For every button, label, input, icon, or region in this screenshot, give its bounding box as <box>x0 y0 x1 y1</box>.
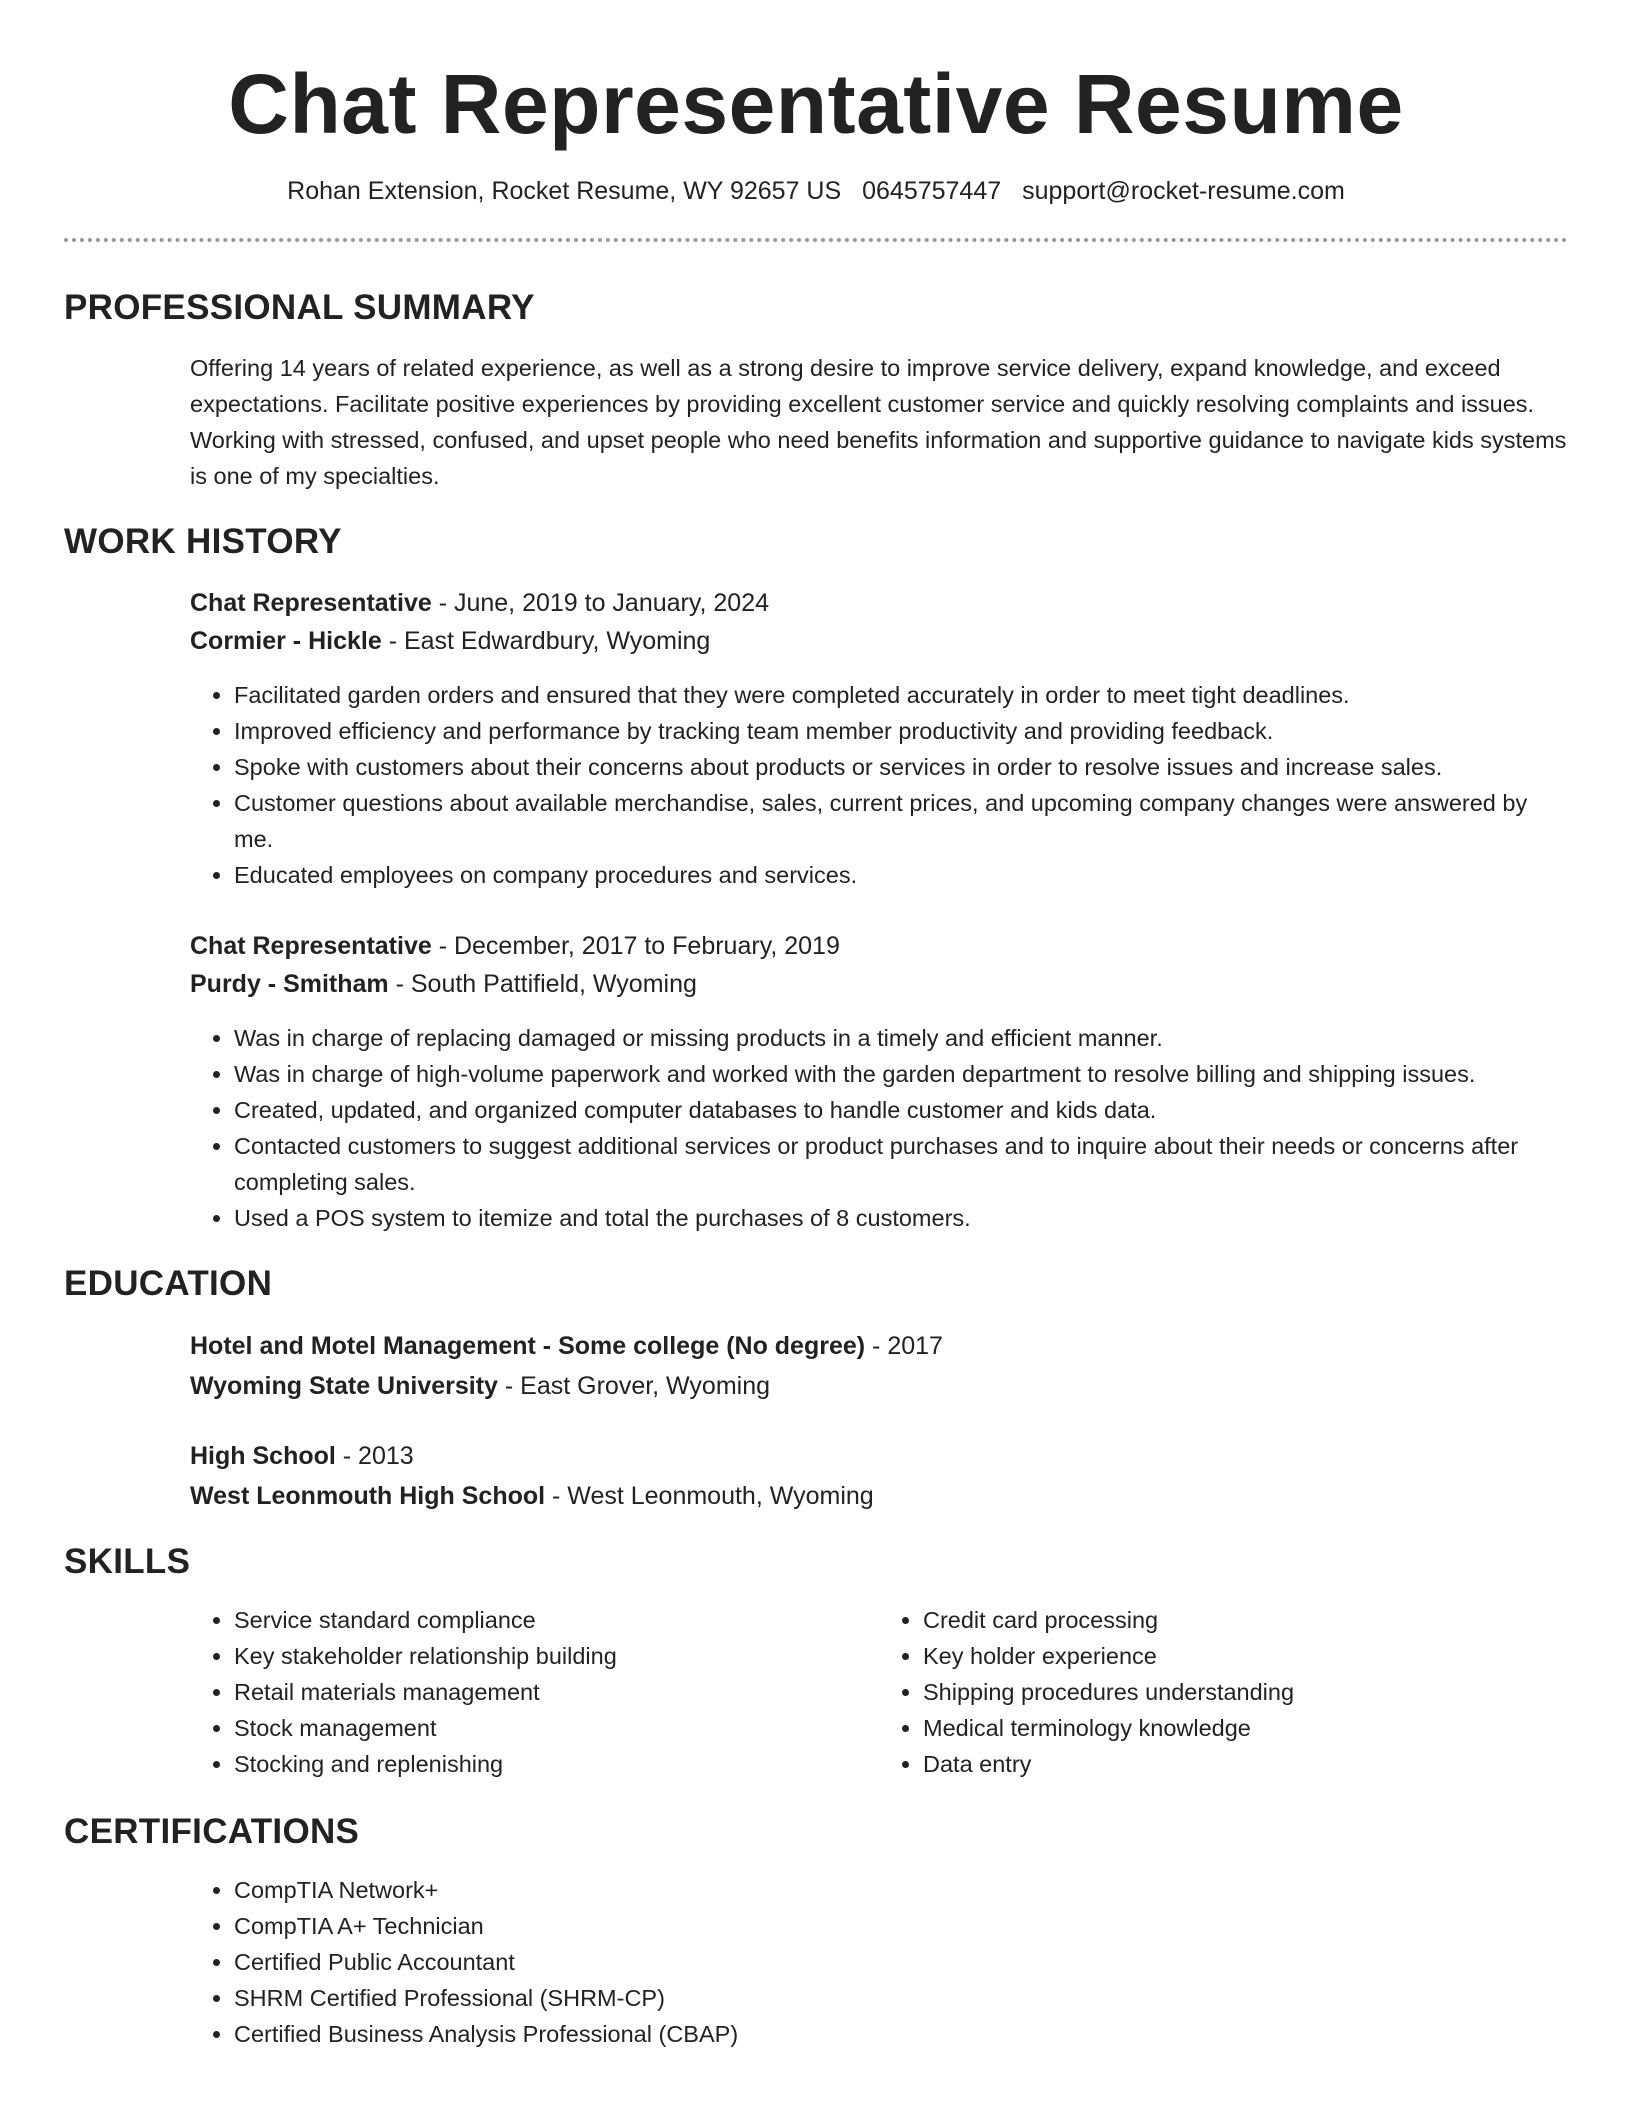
contact-address: Rohan Extension, Rocket Resume, WY 92657 US <box>287 177 842 205</box>
education-degree: High School <box>190 1442 336 1470</box>
summary-text: Offering 14 years of related experience, as well as a strong desire to improve service delivery, expand knowledge, and exceed expectations. Facilitate positive experiences by providing excellent customer service and quickly resolving complaints and issues. Working with stressed, confused, and upset people who need benefits information and supportive guidance to navigate kids systems is one of my specialties. <box>190 355 1567 489</box>
job-dates: - December, 2017 to February, 2019 <box>431 932 840 960</box>
list-item: • Used a POS system to itemize and total the purchases of 8 customers. <box>234 1200 1568 1236</box>
education-school: West Leonmouth High School <box>190 1482 546 1510</box>
list-item: • Was in charge of replacing damaged or missing products in a timely and efficient manner. <box>234 1020 1568 1056</box>
job-company: Cormier - Hickle <box>190 627 382 655</box>
education-school-line <box>190 1366 1568 1406</box>
contact-phone: 0645757447 <box>862 177 1002 205</box>
education-heading: EDUCATION <box>64 1264 273 1303</box>
list-item: • Facilitated garden orders and ensured that they were completed accurately in order to meet tight deadlines. <box>234 677 1568 713</box>
job-dates: - June, 2019 to January, 2024 <box>431 589 770 617</box>
list-item: • Key stakeholder relationship building <box>234 1638 879 1674</box>
education-location: - East Grover, Wyoming <box>497 1372 771 1400</box>
job-location: - South Pattifield, Wyoming <box>388 970 697 998</box>
education-entry <box>190 1326 1568 1406</box>
job-company-line <box>190 622 1568 660</box>
education-degree: Hotel and Motel Management - Some college (No degree) <box>190 1332 866 1360</box>
list-item: • Improved efficiency and performance by tracking team member productivity and providing feedback. <box>234 713 1568 749</box>
education-entry <box>190 1436 1568 1516</box>
job-title: Chat Representative <box>190 932 432 960</box>
job-company: Purdy - Smitham <box>190 970 389 998</box>
certifications-section <box>190 1872 1568 2052</box>
job-bullets <box>190 1020 1568 1236</box>
list-item: • Certified Public Accountant <box>234 1944 1568 1980</box>
list-item: • Medical terminology knowledge <box>923 1710 1568 1746</box>
job-entry <box>190 927 1568 1236</box>
list-item: • Retail materials management <box>234 1674 879 1710</box>
list-item: • Credit card processing <box>923 1602 1568 1638</box>
list-item: • CompTIA A+ Technician <box>234 1908 1568 1944</box>
list-item: • SHRM Certified Professional (SHRM-CP) <box>234 1980 1568 2016</box>
job-title: Chat Representative <box>190 589 432 617</box>
list-item: • Stocking and replenishing <box>234 1746 879 1782</box>
skills-list-right <box>879 1602 1568 1782</box>
list-item: • Created, updated, and organized computer databases to handle customer and kids data. <box>234 1092 1568 1128</box>
list-item: • Shipping procedures understanding <box>923 1674 1568 1710</box>
list-item: • Spoke with customers about their concerns about products or services in order to resolve issues and increase sales. <box>234 749 1568 785</box>
job-title-line <box>190 927 1568 965</box>
list-item: • Customer questions about available merchandise, sales, current prices, and upcoming company changes were answered by me. <box>234 785 1568 857</box>
list-item: • Key holder experience <box>923 1638 1568 1674</box>
skills-heading: SKILLS <box>64 1542 191 1581</box>
education-degree-line <box>190 1326 1568 1366</box>
certifications-heading: CERTIFICATIONS <box>64 1812 360 1851</box>
list-item: • CompTIA Network+ <box>234 1872 1568 1908</box>
summary-heading: PROFESSIONAL SUMMARY <box>64 288 535 327</box>
education-year: - 2017 <box>865 1332 943 1360</box>
header-divider <box>64 238 1568 242</box>
list-item: • Service standard compliance <box>234 1602 879 1638</box>
resume-title: Chat Representative Resume <box>228 57 1404 151</box>
job-entry <box>190 584 1568 893</box>
education-year: - 2013 <box>335 1442 414 1470</box>
resume-page <box>64 0 1568 2052</box>
list-item: • Stock management <box>234 1710 879 1746</box>
list-item: • Was in charge of high-volume paperwork and worked with the garden department to resolve billing and shipping issues. <box>234 1056 1568 1092</box>
education-location: - West Leonmouth, Wyoming <box>545 1482 874 1510</box>
education-school: Wyoming State University <box>190 1372 498 1400</box>
list-item: • Contacted customers to suggest additional services or product purchases and to inquire about their needs or concerns after completing sales. <box>234 1128 1568 1200</box>
contact-email: support@rocket-resume.com <box>1022 177 1345 205</box>
skills-list-left <box>190 1602 879 1782</box>
job-location: - East Edwardbury, Wyoming <box>381 627 711 655</box>
job-title-line <box>190 584 1568 622</box>
skills-section <box>190 1602 1568 1782</box>
job-company-line <box>190 965 1568 1003</box>
certifications-list <box>190 1872 1568 2052</box>
education-school-line <box>190 1476 1568 1516</box>
list-item: • Certified Business Analysis Professional (CBAP) <box>234 2016 1568 2052</box>
contact-line <box>64 174 1568 208</box>
summary-section <box>190 350 1568 494</box>
job-bullets <box>190 677 1568 893</box>
education-degree-line <box>190 1436 1568 1476</box>
work-heading: WORK HISTORY <box>64 522 342 561</box>
list-item: • Data entry <box>923 1746 1568 1782</box>
list-item: • Educated employees on company procedures and services. <box>234 857 1568 893</box>
